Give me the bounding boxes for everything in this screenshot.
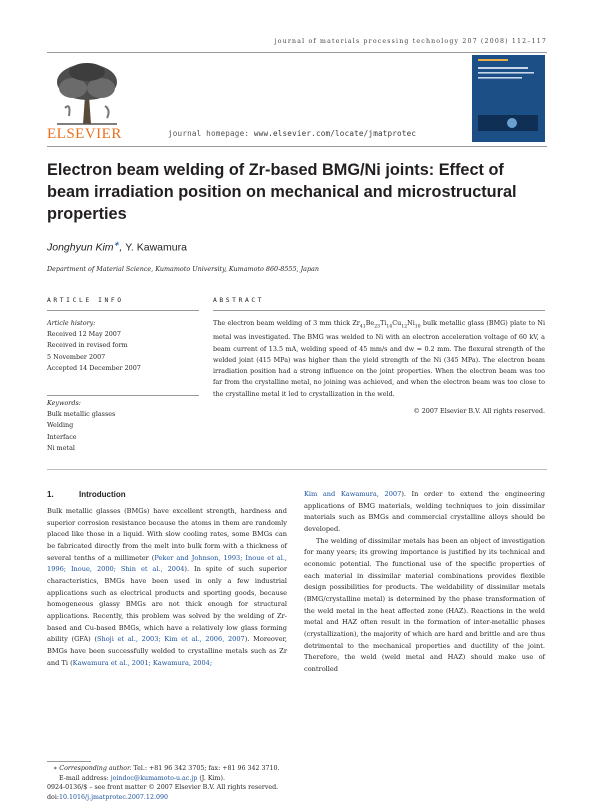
section-heading bbox=[47, 490, 126, 499]
formula-element: Ni bbox=[407, 319, 415, 327]
header-rule bbox=[47, 52, 547, 53]
body-column-left bbox=[47, 506, 287, 669]
history-label: Article history: bbox=[47, 319, 96, 327]
email-link[interactable]: joindoc@kumamoto-u.ac.jp bbox=[110, 774, 198, 782]
section-number: 1. bbox=[47, 490, 54, 499]
keywords-block bbox=[47, 398, 199, 454]
issn-line: 0924-0136/$ – see front matter © 2007 Elsevier B.V. All rights reserved. bbox=[47, 784, 279, 792]
abstract-heading: ABSTRACT bbox=[213, 297, 265, 304]
corresponding-author-mark[interactable]: ∗ bbox=[113, 241, 120, 248]
citation-link[interactable]: Peker and Johnson, 1993; Inoue et al., 1996; Inoue, 2000; Shin et al., 2004 bbox=[47, 553, 288, 574]
section-title: Introduction bbox=[79, 490, 126, 499]
formula-element: Ti bbox=[380, 319, 387, 327]
abstract-rule bbox=[213, 310, 545, 311]
section-rule bbox=[47, 469, 547, 470]
keyword: Bulk metallic glasses bbox=[47, 410, 116, 419]
article-info-rule bbox=[47, 310, 199, 311]
author-name: Jonghyun Kim bbox=[47, 241, 114, 254]
article-title: Electron beam welding of Zr-based BMG/Ni joints: Effect of beam irradiation position on mechanical and microstructural properties bbox=[47, 161, 517, 223]
author-separator: , bbox=[119, 241, 126, 254]
body-paragraph bbox=[304, 489, 545, 536]
keywords-rule bbox=[47, 395, 199, 396]
article-info-heading: ARTICLE INFO bbox=[47, 297, 124, 304]
citation-link[interactable]: Kawamura et al., 2001; Kawamura, 2004; bbox=[72, 658, 213, 667]
formula-subscript: 41 bbox=[359, 324, 366, 330]
journal-cover-icon bbox=[472, 55, 545, 142]
keyword: Interface bbox=[47, 432, 77, 441]
homepage-label: journal homepage: bbox=[168, 129, 250, 138]
journal-citation-line: journal of materials processing technology 207 (2008) 112–117 bbox=[274, 38, 547, 45]
doi-line: doi:10.1016/j.jmatprotec.2007.12.090 bbox=[47, 793, 168, 801]
formula-element: Cu bbox=[392, 319, 402, 327]
author-list bbox=[47, 240, 187, 254]
formula-element: Be bbox=[365, 319, 375, 327]
body-text: Bulk metallic glasses (BMGs) have excellent strength, hardness and superior corrosion resistance because the atoms in them are randomly placed like those in a liquid. With slow cooling rates, some BMGs can be fabricated directly from the melt into bulk form with a thickness of several tenths of a millimeter ( bbox=[47, 507, 287, 562]
formula-subscript: 10 bbox=[414, 324, 421, 330]
alloy-formula bbox=[359, 319, 421, 330]
abstract-text: The electron beam welding of 3 mm thick $Zr_{41}Be_{23}Ti_{14}Cu_{12}Ni_{10}$ bulk metallic glass (BMG) plate to Ni metal was investigated. The BMG was welded to Ni with an electron acceleration voltage of 60 kV, a beam current of 13.5 mA, welding speed of 45 mm/s and dw = 0.2 mm. The flexural strength of the welded joint (415 MPa) was higher than the yield strength of the Ni (345 MPa). The electron beam irradiation position had a strong influence on the joint properties. When the electron beam was too far from the crystalline metal, no joining was achieved, and when the electron beam was too close to the crystalline metal it led to crystallization in the weld. bbox=[213, 319, 545, 398]
history-item: Received 12 May 2007 bbox=[47, 330, 121, 339]
author-affiliation: Department of Material Science, Kumamoto University, Kumamoto 860-8555, Japan bbox=[47, 265, 319, 273]
formula-subscript: 23 bbox=[374, 324, 381, 330]
email-line: E-mail address: joindoc@kumamoto-u.ac.jp (J. Kim). bbox=[59, 774, 225, 782]
footnote bbox=[47, 764, 307, 802]
formula-subscript: 14 bbox=[386, 324, 393, 330]
abstract-copyright: © 2007 Elsevier B.V. All rights reserved. bbox=[413, 407, 545, 415]
citation-link[interactable]: Kim and Kawamura, 2007 bbox=[304, 490, 402, 498]
elsevier-wordmark: ELSEVIER bbox=[47, 126, 122, 142]
homepage-link[interactable]: www.elsevier.com/locate/jmatprotec bbox=[253, 129, 417, 138]
journal-homepage bbox=[168, 129, 416, 138]
doi-link[interactable]: 10.1016/j.jmatprotec.2007.12.090 bbox=[58, 793, 168, 801]
body-paragraph: The welding of dissimilar metals has been an object of investigation for many years; its growing importance is justified by its technical and economic potential. The functional use of the specific properties of each material in dissimilar material combinations provides flexible design possibilities for products. The weldability of dissimilar metals (BMG/crystalline metal) is determined by the phase transformation of the weld metal in the heat affected zone (HAZ). Reactions in the weld metal and HAZ often result in the formation of inter-metallic phases (crystallization), the majority of which are hard and brittle and are thus detrimental to the mechanical properties and ductility of the joint. Therefore, the weld (weld metal and HAZ) should make use of controlled bbox=[304, 536, 545, 673]
history-item: 5 November 2007 bbox=[47, 352, 106, 361]
article-history bbox=[47, 318, 199, 374]
keywords-label: Keywords: bbox=[47, 399, 81, 407]
footnote-rule bbox=[47, 761, 91, 762]
author-name: Y. Kawamura bbox=[125, 241, 187, 254]
body-text: ). Moreover, BMGs have been successfully welded to crystalline metals such as Zr and Ti ( bbox=[47, 635, 287, 667]
masthead-rule bbox=[47, 146, 547, 147]
keyword: Ni metal bbox=[47, 443, 75, 452]
history-item: Accepted 14 December 2007 bbox=[47, 363, 141, 372]
history-item: Received in revised form bbox=[47, 341, 128, 350]
formula-subscript: 12 bbox=[401, 324, 408, 330]
body-column-right bbox=[304, 489, 545, 676]
body-paragraph bbox=[47, 506, 287, 669]
corresponding-author-note: ∗ Corresponding author. Tel.: +81 96 342 3705; fax: +81 96 342 3710. bbox=[53, 765, 280, 772]
body-text: ). In spite of such superior characteristics, BMGs have been used in only a few industrial applications such as electrical products and sporting goods, because homogeneous glassy BMGs are not thick enough for structural applications. Recently, this problem was solved by the welding of Zr-based and Cu-based BMGs, which have a relatively low glass forming ability (GFA) ( bbox=[47, 565, 287, 644]
body-text: ). In order to extend the engineering applications of BMG materials, welding techniques to join dissimilar materials such as BMGs and commercial crystalline alloys should be developed. bbox=[304, 490, 545, 533]
citation-link[interactable]: Shoji et al., 2003; Kim et al., 2006, 2007 bbox=[96, 635, 245, 644]
keyword: Welding bbox=[47, 421, 74, 430]
